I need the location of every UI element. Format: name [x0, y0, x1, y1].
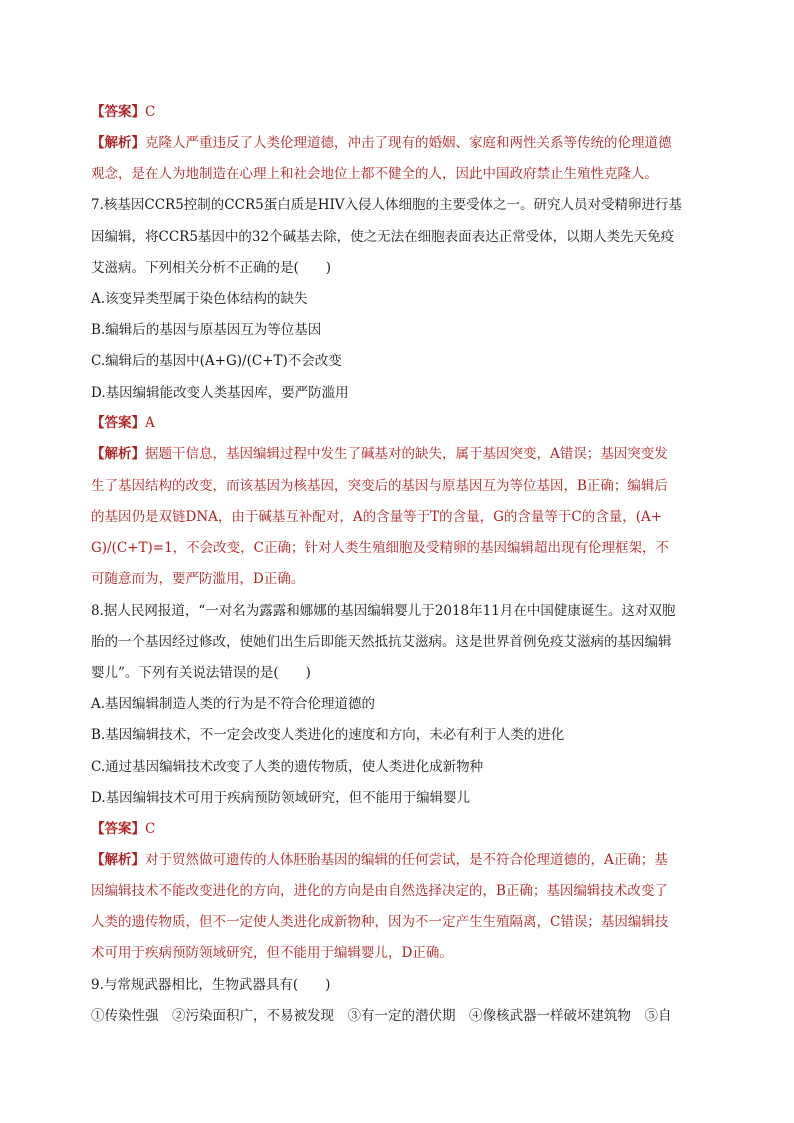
answer-tag: 【答案】 — [91, 415, 145, 431]
q8-analysis-line-4: 术可用于疾病预防领域研究，但不能用于编辑婴儿，D正确。 — [91, 945, 453, 961]
q8-stem-line-3: 婴儿”。下列有关说法错误的是( ) — [91, 665, 311, 681]
answer-tag: 【答案】 — [91, 104, 145, 120]
q8-analysis-line-3: 人类的遗传物质，但不一定使人类进化成新物种，因为不一定产生生殖隔离，C错误；基因编辑技 — [91, 914, 669, 930]
q8-option-b: B.基因编辑技术，不一定会改变人类进化的速度和方向，未必有利于人类的进化 — [91, 727, 565, 743]
q7-analysis-line-1 — [91, 445, 703, 463]
q6-analysis-line-2: 观念，是在人为地制造在心理上和社会地位上都不健全的人，因此中国政府禁止生殖性克隆人。 — [91, 166, 658, 182]
q7-stem-line-1: 7.核基因CCR5控制的CCR5蛋白质是HIV入侵人体细胞的主要受体之一。研究人员对受精卵进行基 — [91, 197, 683, 213]
q7-stem-line-2: 因编辑，将CCR5基因中的32个碱基去除，使之无法在细胞表面表达正常受体，以期人类先天免疫 — [91, 229, 675, 245]
q7-analysis-line-2: 生了基因结构的改变，而该基因为核基因，突变后的基因与原基因互为等位基因，B正确；编辑后 — [91, 478, 668, 494]
q8-analysis-line-1 — [91, 851, 703, 869]
q7-option-c: C.编辑后的基因中(A+G)/(C+T)不会改变 — [91, 353, 342, 369]
q6-analysis-line-1 — [91, 134, 703, 152]
q8-stem-line-2: 胎的一个基因经过修改，使她们出生后即能天然抵抗艾滋病。这是世界首例免疫艾滋病的基因编辑 — [91, 634, 672, 650]
q7-analysis-line-4: G)/(C+T)=1，不会改变，C正确；针对人类生殖细胞及受精卵的基因编辑超出现有伦理框架，不 — [91, 540, 670, 556]
q9-stem: 9.与常规武器相比，生物武器具有( ) — [91, 977, 331, 993]
q8-option-d: D.基因编辑技术可用于疾病预防领域研究，但不能用于编辑婴儿 — [91, 790, 471, 806]
answer-value: A — [145, 415, 155, 431]
q8-option-a: A.基因编辑制造人类的行为是不符合伦理道德的 — [91, 696, 376, 712]
analysis-text: 对于贸然做可遗传的人体胚胎基因的编辑的任何尝试，是不符合伦理道德的，A正确；基 — [145, 852, 668, 868]
q7-answer-line — [91, 414, 703, 432]
q8-option-c: C.通过基因编辑技术改变了人类的遗传物质，使人类进化成新物种 — [91, 759, 484, 775]
answer-value: C — [145, 104, 156, 120]
q8-stem-line-1: 8.据人民网报道，“一对名为露露和娜娜的基因编辑婴儿于2018年11月在中国健康诞生。这对双胞 — [91, 603, 676, 619]
q8-analysis-line-2: 因编辑技术不能改变进化的方向，进化的方向是由自然选择决定的，B正确；基因编辑技术改变了 — [91, 883, 668, 899]
analysis-text: 据题干信息，基因编辑过程中发生了碱基对的缺失，属于基因突变，A错误；基因突变发 — [145, 446, 668, 462]
q7-stem-line-3: 艾滋病。下列相关分析不正确的是( ) — [91, 260, 332, 276]
analysis-tag: 【解析】 — [91, 135, 145, 151]
answer-tag: 【答案】 — [91, 821, 145, 837]
q7-option-a: A.该变异类型属于染色体结构的缺失 — [91, 291, 308, 307]
analysis-tag: 【解析】 — [91, 446, 145, 462]
answer-value: C — [145, 821, 156, 837]
q7-option-b: B.编辑后的基因与原基因互为等位基因 — [91, 322, 322, 338]
q7-analysis-line-5: 可随意而为，要严防滥用，D正确。 — [91, 571, 305, 587]
q9-items: ①传染性强 ②污染面积广，不易被发现 ③有一定的潜伏期 ④像核武器一样破坏建筑物 ⑤自 — [91, 1008, 672, 1024]
q7-analysis-line-3: 的基因仍是双链DNA，由于碱基互补配对，A的含量等于T的含量，G的含量等于C的含量，(A+ — [91, 509, 663, 525]
analysis-tag: 【解析】 — [91, 852, 145, 868]
q8-answer-line — [91, 820, 703, 838]
q7-option-d: D.基因编辑能改变人类基因库，要严防滥用 — [91, 385, 349, 401]
analysis-text: 克隆人严重违反了人类伦理道德，冲击了现有的婚姻、家庭和两性关系等传统的伦理道德 — [145, 135, 672, 151]
q6-answer-line — [91, 103, 703, 121]
